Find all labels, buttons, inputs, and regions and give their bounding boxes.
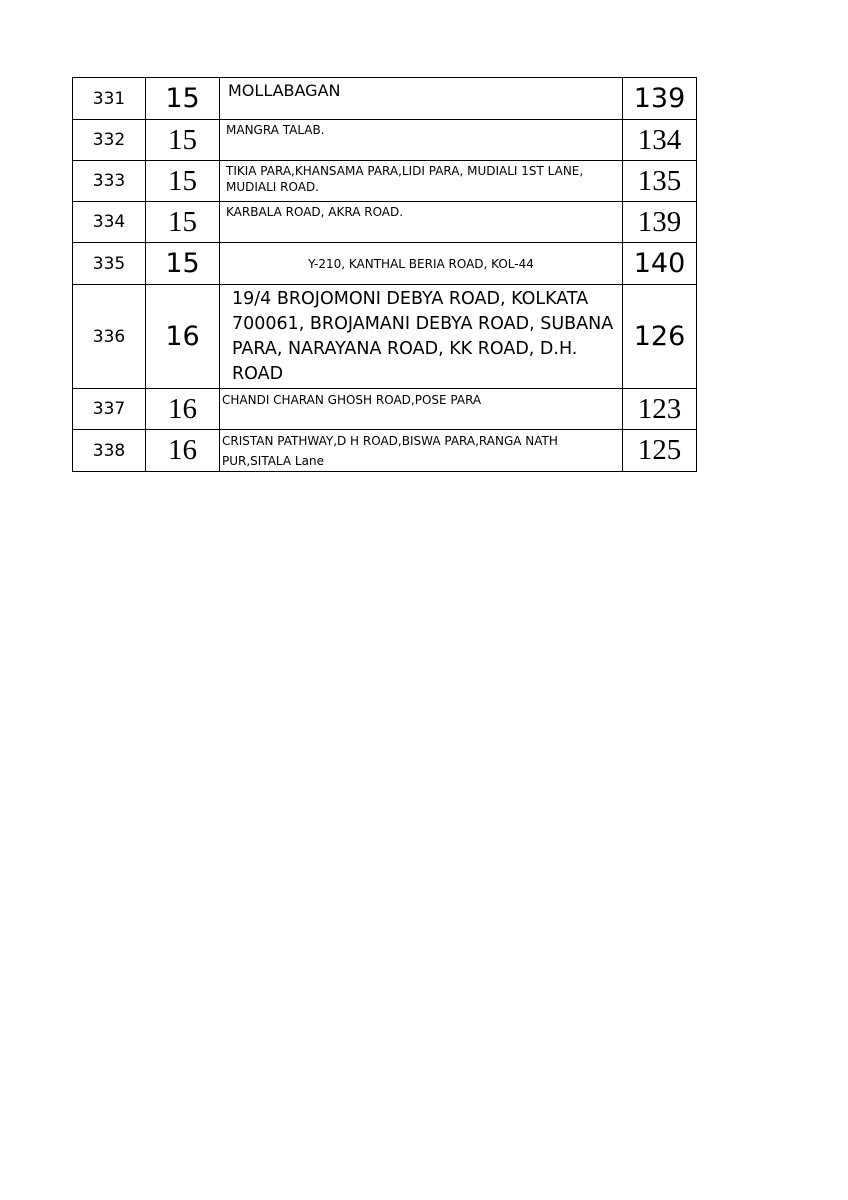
ward-number-cell: 15 xyxy=(146,202,220,243)
table-row xyxy=(73,161,697,202)
area-cell: CRISTAN PATHWAY,D H ROAD,BISWA PARA,RANGA NATH PUR,SITALA Lane xyxy=(220,430,623,472)
table-row xyxy=(73,285,697,389)
count-cell: 134 xyxy=(623,120,697,161)
serial-number-cell: 331 xyxy=(73,78,146,120)
table-row xyxy=(73,78,697,120)
ward-number-cell: 16 xyxy=(146,430,220,472)
serial-number-cell: 338 xyxy=(73,430,146,472)
count-cell: 140 xyxy=(623,243,697,285)
serial-number-cell: 335 xyxy=(73,243,146,285)
area-cell: KARBALA ROAD, AKRA ROAD. xyxy=(220,202,623,243)
ward-number-cell: 16 xyxy=(146,389,220,430)
table-row xyxy=(73,120,697,161)
table-row xyxy=(73,430,697,472)
count-cell: 139 xyxy=(623,78,697,120)
table-row xyxy=(73,202,697,243)
serial-number-cell: 337 xyxy=(73,389,146,430)
area-cell: Y-210, KANTHAL BERIA ROAD, KOL-44 xyxy=(220,243,623,285)
ward-number-cell: 15 xyxy=(146,161,220,202)
ward-number-cell: 16 xyxy=(146,285,220,389)
serial-number-cell: 334 xyxy=(73,202,146,243)
ward-number-cell: 15 xyxy=(146,120,220,161)
count-cell: 126 xyxy=(623,285,697,389)
serial-number-cell: 333 xyxy=(73,161,146,202)
table-row xyxy=(73,389,697,430)
area-cell: TIKIA PARA,KHANSAMA PARA,LIDI PARA, MUDIALI 1ST LANE, MUDIALI ROAD. xyxy=(220,161,623,202)
area-cell: MOLLABAGAN xyxy=(220,78,623,120)
polling-station-table xyxy=(72,77,697,472)
serial-number-cell: 332 xyxy=(73,120,146,161)
area-cell: CHANDI CHARAN GHOSH ROAD,POSE PARA xyxy=(220,389,623,430)
count-cell: 135 xyxy=(623,161,697,202)
count-cell: 139 xyxy=(623,202,697,243)
count-cell: 123 xyxy=(623,389,697,430)
area-cell: 19/4 BROJOMONI DEBYA ROAD, KOLKATA 700061, BROJAMANI DEBYA ROAD, SUBANA PARA, NARAYANA ROAD, KK ROAD, D.H. ROAD xyxy=(220,285,623,389)
area-cell: MANGRA TALAB. xyxy=(220,120,623,161)
table-row xyxy=(73,243,697,285)
ward-number-cell: 15 xyxy=(146,243,220,285)
count-cell: 125 xyxy=(623,430,697,472)
serial-number-cell: 336 xyxy=(73,285,146,389)
ward-number-cell: 15 xyxy=(146,78,220,120)
